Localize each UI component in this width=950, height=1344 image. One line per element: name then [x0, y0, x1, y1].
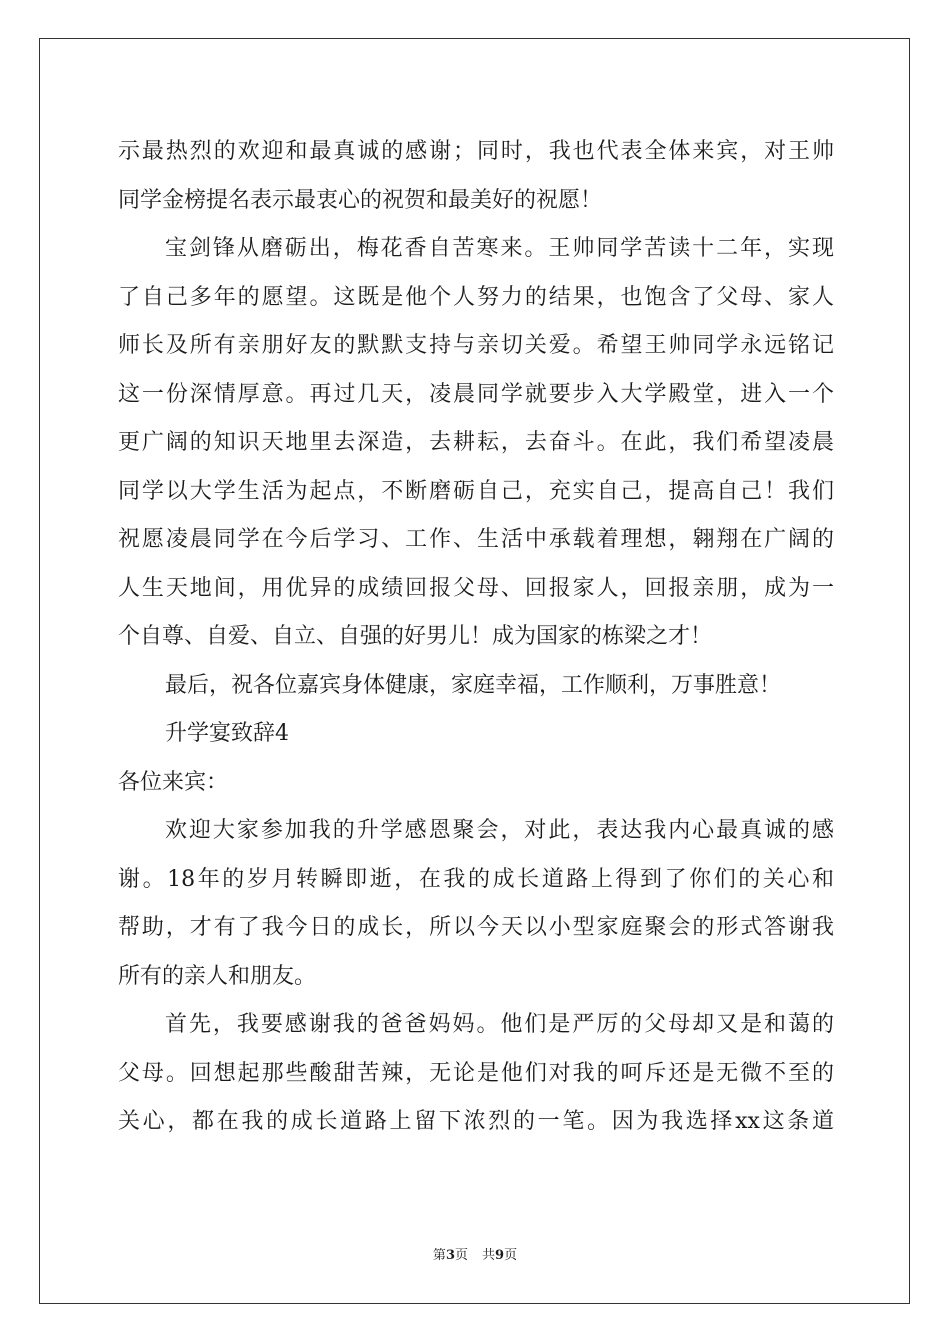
text-line: 个自尊、自爱、自立、自强的好男儿！成为国家的栋梁之才！	[118, 624, 713, 649]
text-line: 更广阔的知识天地里去深造，去耕耘，去奋斗。在此，我们希望凌晨	[118, 430, 834, 455]
text-line: 关心，都在我的成长道路上留下浓烈的一笔。因为我选择xx这条道	[118, 1109, 834, 1134]
total-pages-prefix: 共	[482, 1248, 496, 1263]
total-pages-suffix: 页	[504, 1248, 518, 1263]
page-number-prefix: 第	[432, 1248, 446, 1263]
text-line: 这一份深情厚意。再过几天，凌晨同学就要步入大学殿堂，进入一个	[118, 381, 834, 407]
text-line: 欢迎大家参加我的升学感恩聚会，对此，表达我内心最真诚的感	[165, 818, 834, 843]
text-line: 首先，我要感谢我的爸爸妈妈。他们是严厉的父母却又是和蔼的	[165, 1012, 834, 1037]
text-line: 了自己多年的愿望。这既是他个人努力的结果，也饱含了父母、家人	[118, 284, 834, 310]
total-page-count: 9	[495, 1248, 505, 1263]
current-page-number: 3	[445, 1248, 455, 1263]
text-line: 同学以大学生活为起点，不断磨砺自己，充实自己，提高自己！我们	[118, 478, 834, 504]
text-line: 谢。18年的岁月转瞬即逝，在我的成长道路上得到了你们的关心和	[118, 866, 834, 892]
text-line: 升学宴致辞4	[165, 721, 289, 746]
text-line: 最后，祝各位嘉宾身体健康，家庭幸福，工作顺利，万事胜意！	[165, 672, 782, 698]
page-number-suffix: 页	[454, 1248, 468, 1263]
text-line: 人生天地间，用优异的成绩回报父母、回报家人，回报亲朋，成为一	[118, 575, 834, 601]
page-footer	[0, 1244, 950, 1263]
text-line: 师长及所有亲朋好友的默默支持与亲切关爱。希望王帅同学永远铭记	[118, 333, 834, 358]
text-line: 宝剑锋从磨砺出，梅花香自苦寒来。王帅同学苦读十二年，实现	[165, 236, 834, 261]
text-line: 示最热烈的欢迎和最真诚的感谢；同时，我也代表全体来宾，对王帅	[118, 139, 834, 164]
text-line: 所有的亲人和朋友。	[118, 963, 317, 989]
document-body	[118, 128, 834, 1147]
text-line: 祝愿凌晨同学在今后学习、工作、生活中承载着理想，翱翔在广阔的	[118, 527, 834, 552]
text-line: 父母。回想起那些酸甜苦辣，无论是他们对我的呵斥还是无微不至的	[118, 1060, 834, 1086]
text-line: 同学金榜提名表示最衷心的祝贺和最美好的祝愿！	[118, 187, 603, 213]
text-line: 各位来宾：	[118, 769, 229, 795]
text-line: 帮助，才有了我今日的成长，所以今天以小型家庭聚会的形式答谢我	[118, 915, 834, 940]
